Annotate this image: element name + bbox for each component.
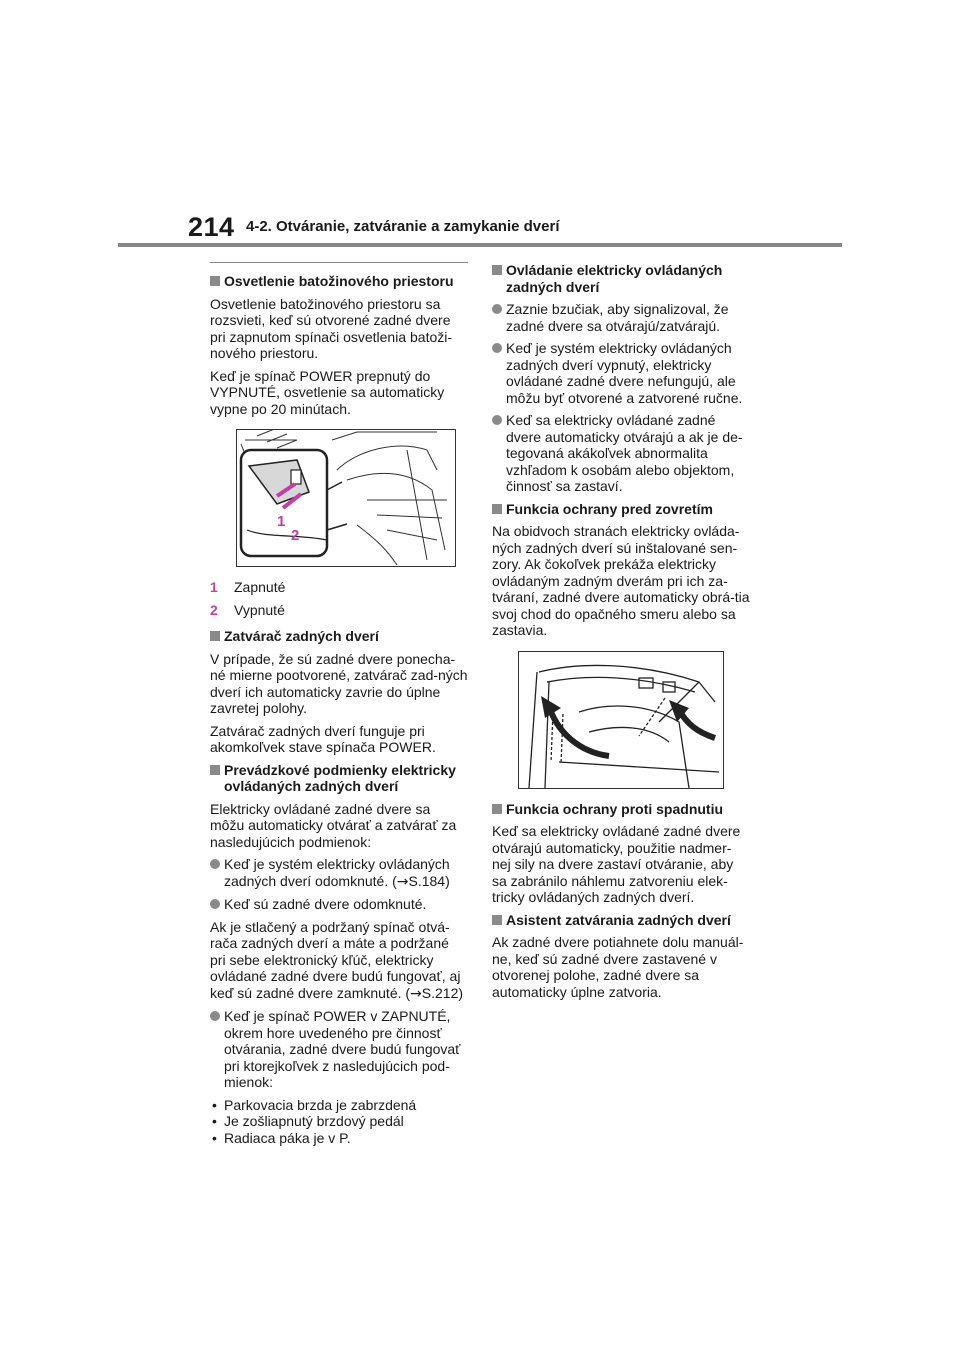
heading-door-closer: Zatvárač zadných dverí — [210, 628, 468, 645]
sub-bullet: • Parkovacia brzda je zabrzdená — [210, 1097, 468, 1114]
heading-closing-assist: Asistent zatvárania zadných dverí — [492, 912, 750, 929]
page-reference: S.212) — [421, 984, 464, 1001]
legend-number: 1 — [210, 579, 218, 595]
trunk-light-illustration — [236, 429, 456, 567]
header-rule — [118, 243, 842, 247]
heading-power-door-operation: Ovládanie elektricky ovládaných zadných dverí — [492, 262, 750, 295]
heading-operating-conditions: Prevádzkové podmienky elektricky ovládaných zadných dverí — [210, 762, 468, 795]
bullet-item: Keď je systém elektricky ovládaných zadných dverí vypnutý, elektricky ovládané zadné dvere nefungujú, ale môžu byť otvorené a zatvorené ručne. — [492, 340, 750, 406]
paragraph: Keď je spínač POWER prepnutý do VYPNUTÉ, osvetlenie sa automaticky vypne po 20 minútach. — [210, 367, 445, 417]
trunk-light-drawing — [237, 430, 455, 566]
sub-bullet: • Radiaca páka je v P. — [210, 1130, 468, 1147]
left-column — [210, 262, 468, 1146]
paragraph: Elektricky ovládané zadné dvere sa môžu automaticky otvárať a zatvárať za nasledujúcich podmienok: — [210, 800, 457, 850]
sub-bullet: • Je zošliapnutý brzdový pedál — [210, 1113, 468, 1130]
legend-item — [210, 602, 468, 619]
paragraph: Na obidvoch stranách elektricky ovláda-ných zadných dverí sú inštalované sen-zory. Ak čokoľvek prekáža elektricky ovládaným zadným dverám pri ich za-tváraní, zadné dvere automaticky obrá-tia svoj chod do opačného smeru alebo sa zastavia. — [492, 523, 750, 638]
column-top-rule — [210, 262, 468, 263]
right-column — [492, 262, 750, 1006]
arrow-icon: → — [410, 985, 422, 1002]
paragraph: V prípade, že sú zadné dvere ponecha-né mierne pootvorené, zatvárač zad-ných dverí ich automaticky zavrie do úplne zavretej polohy. — [210, 650, 468, 716]
page-reference: S.184) — [408, 872, 450, 889]
heading-fall-protection: Funkcia ochrany proti spadnutiu — [492, 801, 750, 818]
legend-number: 2 — [210, 601, 218, 618]
paragraph: Keď sa elektricky ovládané zadné dvere otvárajú automaticky, použitie nadmer-nej sily na dvere zastaví otváranie, aby sa zabránilo náhlemu zatvoreniu elek-tricky ovládaných zadných dverí. — [492, 823, 741, 905]
arrow-icon: → — [396, 873, 409, 890]
figure-label-2: 2 — [291, 527, 300, 544]
bullet-item: Keď je spínač POWER v ZAPNUTÉ, okrem hore uvedeného pre činnosť otvárania, zadné dvere budú fungovať pri ktorejkoľvek z nasledujúcich pod-mienok: — [210, 1008, 468, 1091]
legend-item — [210, 579, 468, 596]
jam-protection-drawing — [519, 652, 723, 788]
bullet-item: Keď sa elektricky ovládané zadné dvere automaticky otvárajú a ak je de-tegovaná akákoľvek abnormalita vzhľadom k osobám alebo objektom, činnosť sa zastaví. — [492, 412, 750, 495]
paragraph: Ak zadné dvere potiahnete dolu manuál-ne, keď sú zadné dvere zastavené v otvorenej polohe, zadné dvere sa automaticky úplne zatvoria. — [492, 934, 744, 1000]
heading-trunk-light: Osvetlenie batožinového priestoru — [210, 273, 468, 290]
heading-jam-protection: Funkcia ochrany pred zovretím — [492, 501, 750, 518]
bullet-item: Keď je systém elektricky ovládaných zadných dverí odomknuté. (→S.184) — [210, 856, 468, 890]
paragraph: Zatvárač zadných dverí funguje pri akomkoľvek stave spínača POWER. — [210, 722, 436, 755]
paragraph: Osvetlenie batožinového priestoru sa rozsvieti, keď sú otvorené zadné dvere pri zapnutom spínači osvetlenia batoži-nového priestoru. — [210, 295, 453, 361]
bullet-item: Zaznie bzučiak, aby signalizoval, že zadné dvere sa otvárajú/zatvárajú. — [492, 301, 750, 334]
figure-label-1: 1 — [277, 513, 286, 530]
paragraph: Ak je stlačený a podržaný spínač otvá-rača zadných dverí a máte a podržané pri sebe elektronický kľúč, elektricky ovládané zadné dvere budú fungovať, aj keď sú zadné dvere zamknuté. (→S.212) — [210, 918, 464, 1002]
section-title: 4-2. Otváranie, zatváranie a zamykanie dverí — [246, 218, 560, 235]
jam-protection-illustration — [518, 651, 724, 789]
legend-text: Zapnuté — [234, 579, 286, 595]
bullet-item: Keď sú zadné dvere odomknuté. — [210, 896, 468, 913]
legend-text: Vypnuté — [234, 601, 285, 618]
page-number: 214 — [188, 212, 235, 242]
